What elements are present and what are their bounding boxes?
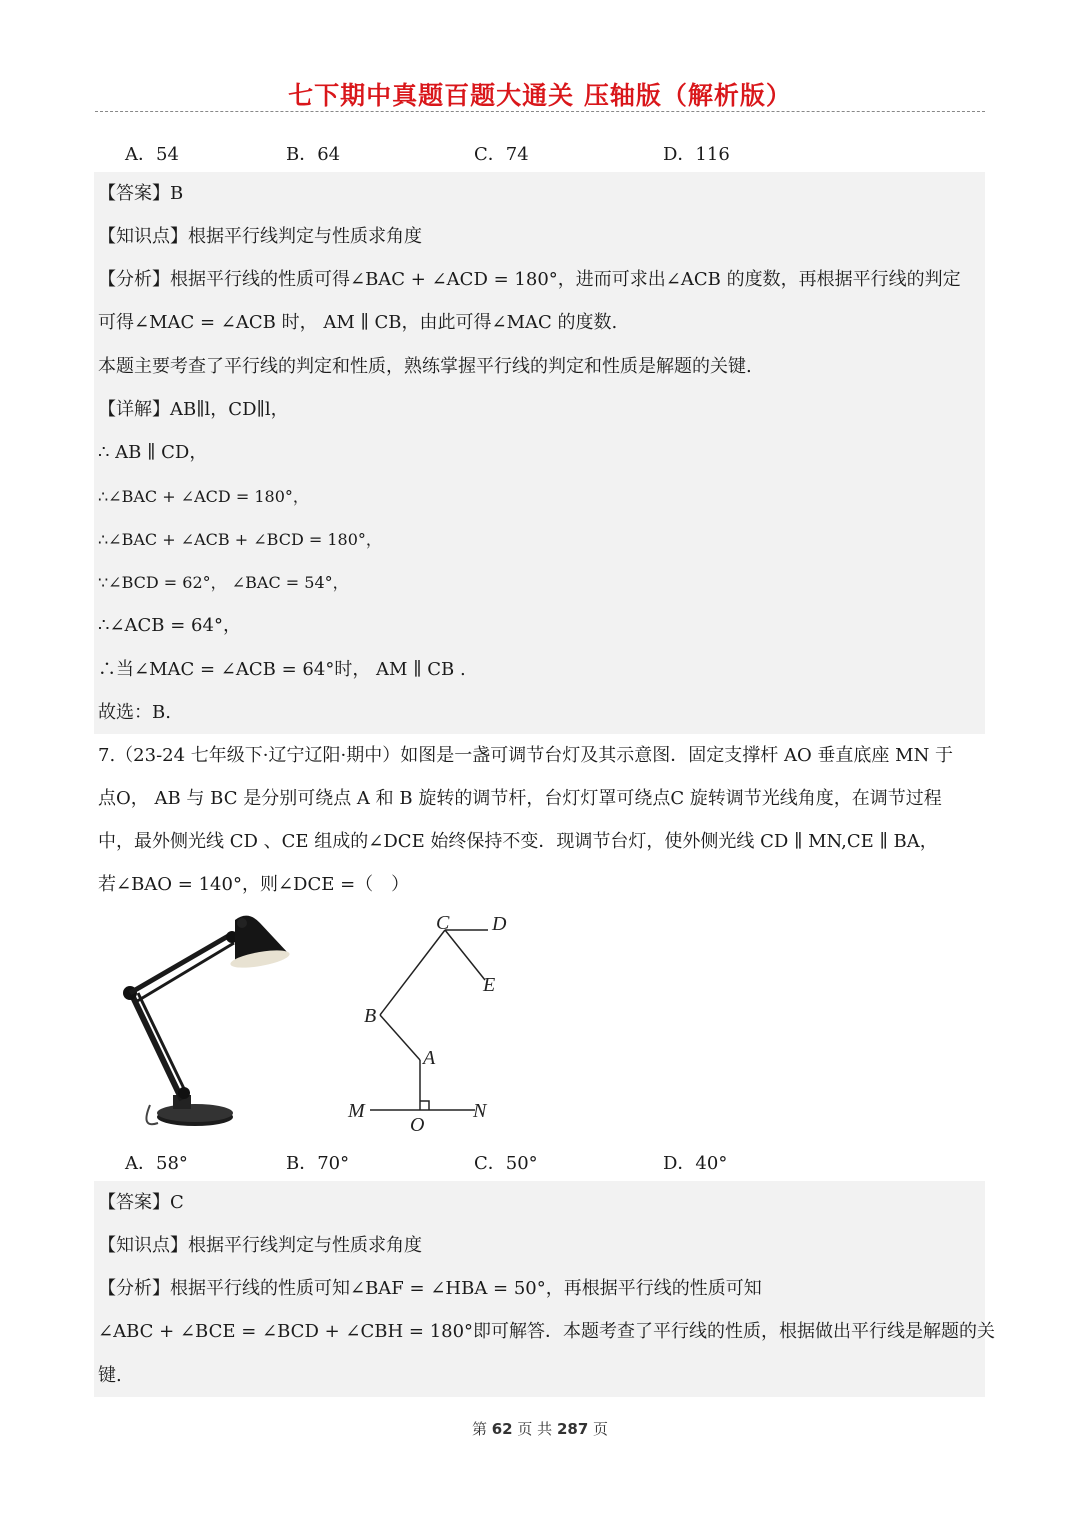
q7-stem-line-2: 点O， AB 与 BC 是分别可绕点 A 和 B 旋转的调节杆，台灯灯罩可绕点C 旋转调节光线角度，在调节过程 bbox=[98, 788, 942, 809]
q6-option-d: D．116 bbox=[663, 144, 730, 165]
q7-knowledge-point: 【知识点】根据平行线判定与性质求角度 bbox=[98, 1235, 422, 1256]
q6-summary: 本题主要考查了平行线的判定和性质，熟练掌握平行线的判定和性质是解题的关键. bbox=[98, 356, 752, 377]
header-divider bbox=[95, 111, 985, 112]
q7-stem-line-1: 7.（23-24 七年级下·辽宁辽阳·期中）如图是一盏可调节台灯及其示意图．固定支撑杆 AO 垂直底座 MN 于 bbox=[98, 745, 954, 766]
document-title: 七下期中真题百题大通关 压轴版（解析版） bbox=[288, 81, 792, 110]
current-page-number: 62 bbox=[491, 1420, 513, 1438]
q6-step-2: ∴∠BAC + ∠ACD = 180°， bbox=[98, 487, 309, 506]
q6-detail-heading: 【详解】AB∥l，CD∥l， bbox=[98, 399, 289, 420]
label-a: A bbox=[423, 1047, 436, 1069]
q6-step-6: ∴当∠MAC = ∠ACB = 64°时， AM ∥ CB . bbox=[98, 659, 466, 680]
q7-option-d: D．40° bbox=[663, 1153, 728, 1174]
q6-option-b: B．64 bbox=[286, 144, 341, 165]
q6-conclusion: 故选：B. bbox=[98, 702, 171, 723]
q7-option-c: C．50° bbox=[474, 1153, 538, 1174]
q6-step-3: ∴∠BAC + ∠ACB + ∠BCD = 180°， bbox=[98, 530, 382, 549]
q6-analysis-line-2: 可得∠MAC = ∠ACB 时， AM ∥ CB，由此可得∠MAC 的度数. bbox=[98, 312, 618, 333]
geometry-diagram bbox=[340, 905, 520, 1140]
q6-option-a: A．54 bbox=[125, 144, 179, 165]
q6-option-c: C．74 bbox=[474, 144, 529, 165]
label-m: M bbox=[348, 1100, 365, 1122]
label-c: C bbox=[436, 912, 450, 934]
label-d: D bbox=[492, 913, 507, 935]
q7-analysis-line-1: 【分析】根据平行线的性质可知∠BAF = ∠HBA = 50°，再根据平行线的性质可知 bbox=[98, 1278, 762, 1299]
q7-analysis-line-2: ∠ABC + ∠BCE = ∠BCD + ∠CBH = 180°即可解答．本题考查了平行线的性质，根据做出平行线是解题的关 bbox=[98, 1321, 996, 1342]
q6-solution-box bbox=[94, 172, 985, 734]
q6-analysis-line-1: 【分析】根据平行线的性质可得∠BAC + ∠ACD = 180°，进而可求出∠ACB 的度数，再根据平行线的判定 bbox=[98, 269, 961, 290]
desk-lamp-illustration bbox=[110, 905, 310, 1135]
q7-option-b: B．70° bbox=[286, 1153, 350, 1174]
q6-answer: 【答案】B bbox=[98, 183, 184, 204]
q6-knowledge-point: 【知识点】根据平行线判定与性质求角度 bbox=[98, 226, 422, 247]
footer-mid: 页 共 bbox=[517, 1420, 553, 1438]
q7-stem-line-3: 中，最外侧光线 CD 、CE 组成的∠DCE 始终保持不变．现调节台灯，使外侧光线 CD ∥ MN,CE ∥ BA， bbox=[98, 831, 938, 852]
q7-option-a: A．58° bbox=[125, 1153, 188, 1174]
footer-suffix: 页 bbox=[593, 1420, 609, 1438]
label-n: N bbox=[473, 1100, 487, 1122]
label-e: E bbox=[483, 974, 496, 996]
q6-step-4: ∵∠BCD = 62°， ∠BAC = 54°， bbox=[98, 573, 349, 592]
label-b: B bbox=[364, 1005, 377, 1027]
q6-step-1: ∴ AB ∥ CD， bbox=[98, 442, 208, 463]
q7-stem-line-4: 若∠BAO = 140°，则∠DCE =（ ） bbox=[98, 874, 410, 895]
total-page-number: 287 bbox=[556, 1420, 589, 1438]
label-o: O bbox=[410, 1114, 425, 1136]
q7-analysis-line-3: 键. bbox=[98, 1365, 122, 1386]
q7-answer: 【答案】C bbox=[98, 1192, 184, 1213]
page-footer bbox=[0, 1418, 1080, 1439]
footer-prefix: 第 bbox=[471, 1420, 487, 1438]
q6-step-5: ∴∠ACB = 64°， bbox=[98, 615, 241, 636]
